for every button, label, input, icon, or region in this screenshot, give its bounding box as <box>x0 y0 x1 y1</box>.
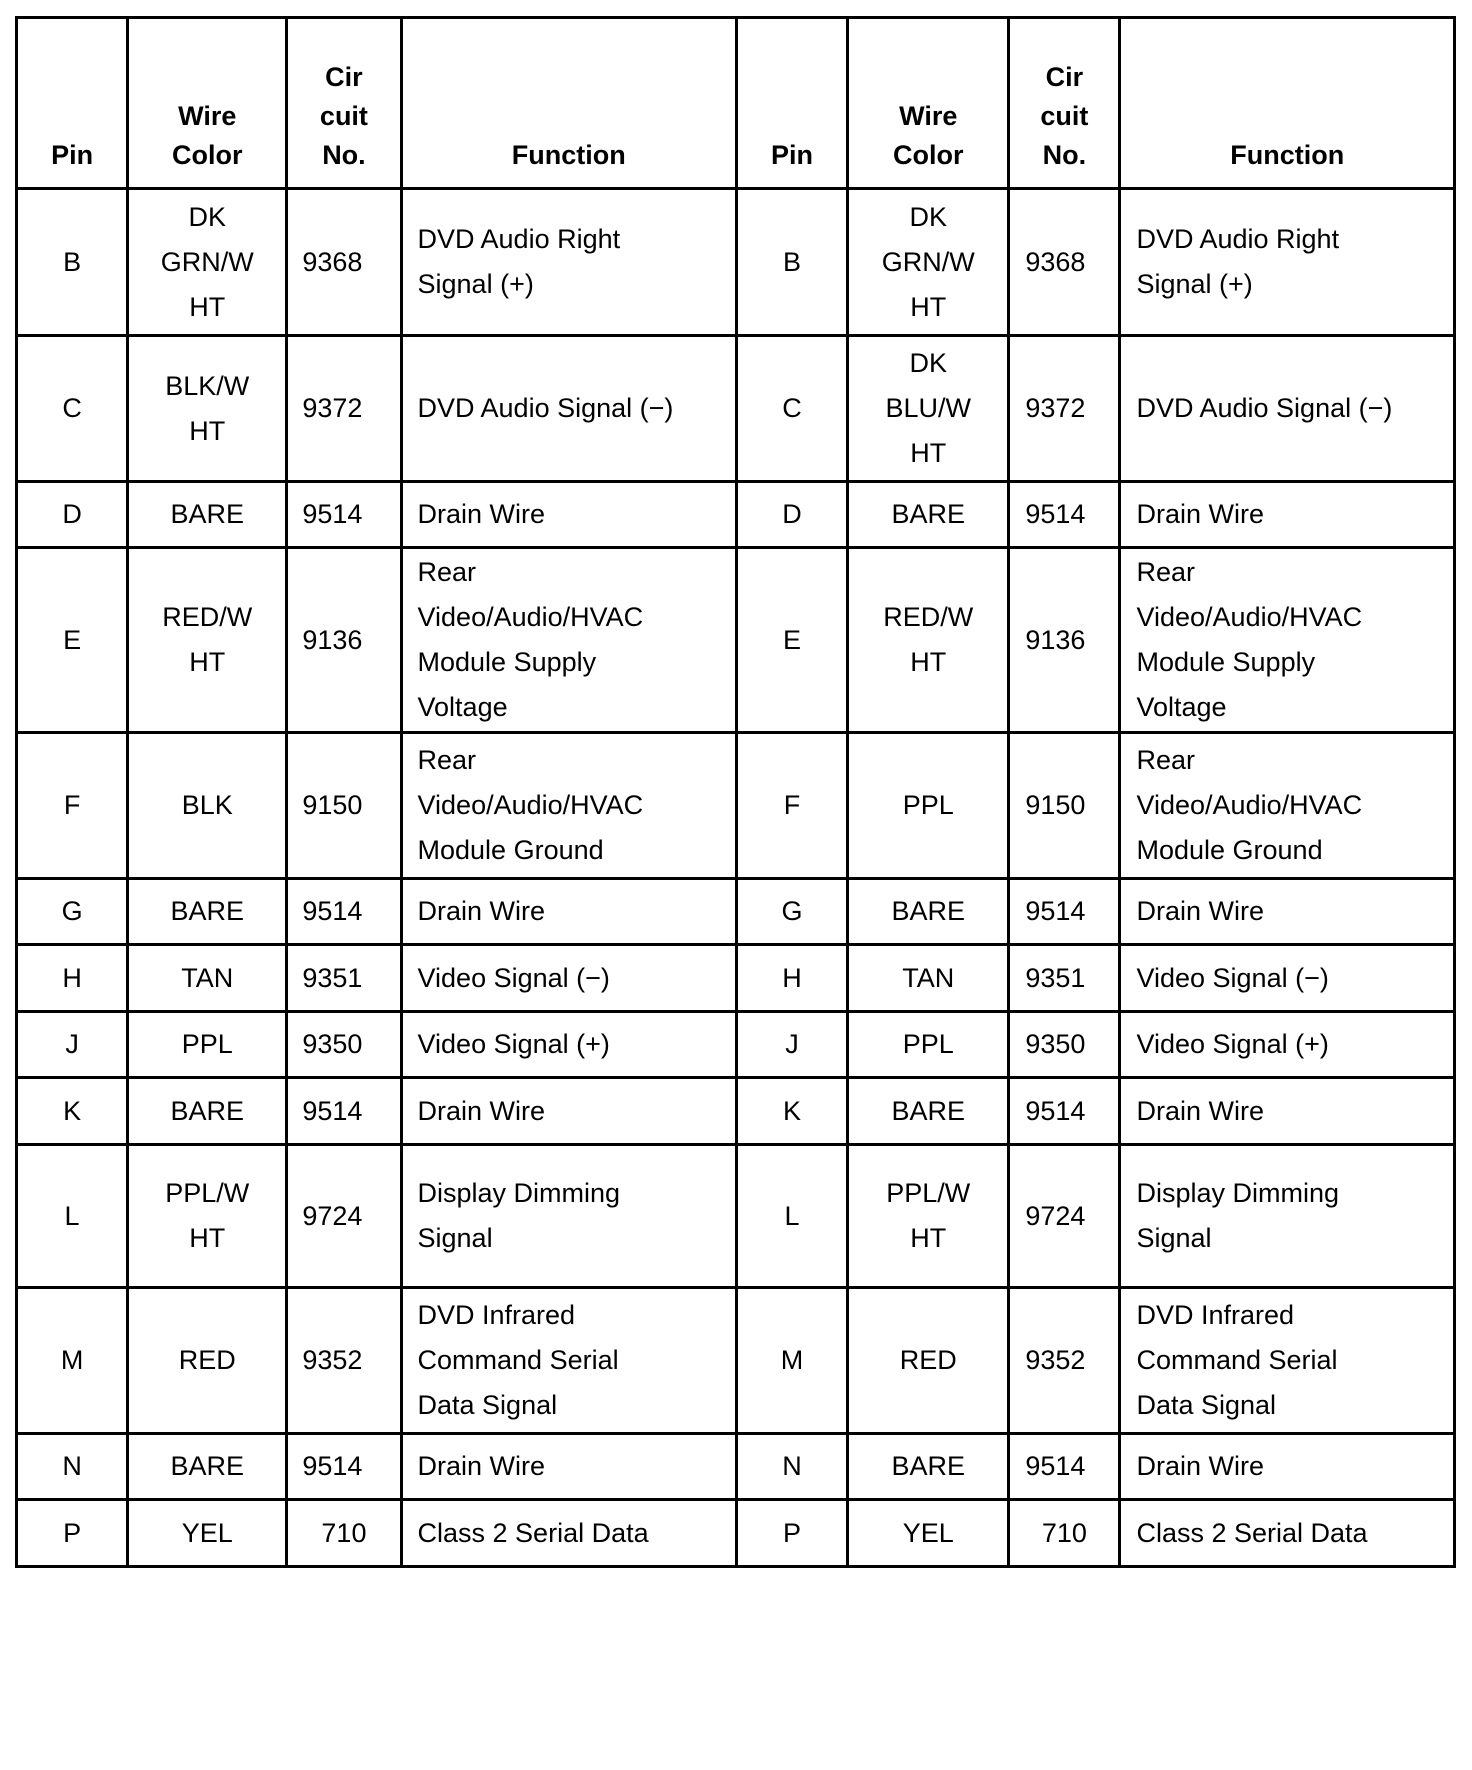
wire-color-cell <box>128 1078 287 1145</box>
circuit-number: 9368 <box>302 246 363 277</box>
function-line: Video/Audio/HVAC <box>417 602 644 632</box>
wire-color-cell <box>848 336 1009 482</box>
pin-label: E <box>783 624 802 655</box>
pin-label: K <box>783 1095 802 1126</box>
function-line: Video Signal (+) <box>1136 1029 1329 1059</box>
function-line: Drain Wire <box>1136 1451 1264 1481</box>
function-cell <box>1120 879 1455 945</box>
wire-color-line: BARE <box>170 1095 245 1126</box>
function-line: Drain Wire <box>417 1451 546 1481</box>
wire-color-line: DK <box>909 348 947 378</box>
header-circuit-no-right: Cir cuit No. <box>1009 18 1120 189</box>
circuit-number-cell <box>287 482 401 548</box>
header-circuit-no-left: Cir cuit No. <box>287 18 401 189</box>
wire-color-line: PPL/W <box>165 1178 250 1208</box>
circuit-number-cell <box>1009 1145 1120 1288</box>
circuit-number: 9350 <box>1025 1029 1086 1059</box>
pin-label: H <box>62 962 82 993</box>
wire-color-line: GRN/W <box>160 246 254 277</box>
function-line: Signal (+) <box>1136 269 1253 299</box>
function-line: Data Signal <box>1136 1390 1277 1420</box>
wire-color-cell <box>128 336 287 482</box>
function-cell <box>1120 1078 1455 1145</box>
circuit-number-cell <box>1009 548 1120 733</box>
circuit-number-cell <box>287 879 401 945</box>
circuit-number: 9150 <box>1025 790 1086 820</box>
function-cell <box>401 733 736 879</box>
pin-label: J <box>785 1029 799 1059</box>
wire-color-line: BARE <box>891 499 965 529</box>
function-line: Module Ground <box>1136 835 1323 865</box>
wire-color-line: PPL <box>902 1029 954 1059</box>
circuit-number-cell <box>1009 336 1120 482</box>
pin-cell <box>736 945 847 1012</box>
pin-cell <box>17 879 128 945</box>
wire-color-cell <box>128 189 287 336</box>
pin-cell <box>17 1145 128 1288</box>
circuit-number: 9514 <box>302 499 363 529</box>
function-cell <box>401 945 736 1012</box>
wire-color-line: PPL <box>902 790 954 820</box>
wire-color-line: HT <box>910 291 947 322</box>
pin-cell <box>736 733 847 879</box>
pin-cell <box>736 1012 847 1078</box>
circuit-number-cell <box>1009 1012 1120 1078</box>
wire-color-cell <box>128 733 287 879</box>
table-row <box>17 1078 1455 1145</box>
wire-color-line: PPL/W <box>886 1178 971 1208</box>
pin-cell <box>17 189 128 336</box>
circuit-number-cell <box>287 945 401 1012</box>
function-line: Command Serial <box>1136 1345 1338 1375</box>
function-cell <box>401 1434 736 1500</box>
circuit-number-cell <box>287 548 401 733</box>
function-line: Drain Wire <box>417 1095 546 1126</box>
circuit-number-cell <box>287 1078 401 1145</box>
circuit-number: 710 <box>321 1517 367 1548</box>
circuit-number: 9351 <box>302 962 363 993</box>
circuit-number-cell <box>1009 1434 1120 1500</box>
function-line: Class 2 Serial Data <box>1136 1517 1368 1548</box>
circuit-number: 9724 <box>1025 1200 1086 1231</box>
table-row <box>17 733 1455 879</box>
function-cell <box>401 1078 736 1145</box>
pin-cell <box>17 482 128 548</box>
table-row <box>17 1288 1455 1434</box>
function-cell <box>1120 482 1455 548</box>
wire-color-line: HT <box>189 1223 226 1253</box>
function-line: Display Dimming <box>1136 1178 1340 1208</box>
pin-cell <box>17 1012 128 1078</box>
wire-color-line: BLU/W <box>885 393 971 423</box>
function-cell <box>1120 548 1455 733</box>
circuit-number-cell <box>1009 482 1120 548</box>
function-line: DVD Infrared <box>1136 1300 1295 1330</box>
wire-color-cell <box>128 482 287 548</box>
pin-label: G <box>781 896 803 926</box>
wire-color-line: RED/W <box>883 602 974 632</box>
pin-label: L <box>64 1200 80 1231</box>
wire-color-cell <box>848 548 1009 733</box>
pin-label: K <box>63 1095 82 1126</box>
wire-color-cell <box>848 1434 1009 1500</box>
function-cell <box>401 336 736 482</box>
circuit-number-cell <box>287 733 401 879</box>
pin-cell <box>17 1434 128 1500</box>
wire-color-line: TAN <box>902 962 955 993</box>
pin-label: N <box>62 1451 82 1481</box>
circuit-number: 9514 <box>302 1451 363 1481</box>
table-row <box>17 1500 1455 1567</box>
function-line: Signal <box>417 1223 493 1253</box>
wire-color-line: HT <box>910 1223 947 1253</box>
table-row <box>17 945 1455 1012</box>
function-cell <box>1120 1500 1455 1567</box>
wire-color-cell <box>848 1500 1009 1567</box>
pin-label: D <box>782 499 802 529</box>
header-wire-color-right: Wire Color <box>848 18 1009 189</box>
function-line: DVD Audio Right <box>417 224 621 254</box>
circuit-number: 9514 <box>1025 896 1086 926</box>
function-line: DVD Audio Right <box>1136 224 1340 254</box>
header-row <box>17 18 1455 189</box>
function-line: Signal (+) <box>417 269 534 299</box>
wire-color-line: HT <box>189 291 226 322</box>
circuit-number-cell <box>1009 189 1120 336</box>
function-line: Drain Wire <box>1136 896 1264 926</box>
wire-color-line: BARE <box>891 1095 965 1126</box>
wire-color-cell <box>128 548 287 733</box>
function-line: Video Signal (−) <box>1136 962 1329 993</box>
pin-label: M <box>780 1345 804 1375</box>
function-line: Drain Wire <box>417 499 546 529</box>
function-cell <box>1120 1012 1455 1078</box>
circuit-number-cell <box>1009 879 1120 945</box>
circuit-number-cell <box>287 1012 401 1078</box>
circuit-number: 9372 <box>1025 393 1086 423</box>
wire-color-cell <box>128 1434 287 1500</box>
pin-cell <box>17 336 128 482</box>
wire-color-line: HT <box>910 647 947 677</box>
wire-color-cell <box>128 1500 287 1567</box>
circuit-number-cell <box>287 1434 401 1500</box>
wire-color-line: HT <box>189 415 226 446</box>
circuit-number: 9350 <box>302 1029 363 1059</box>
pin-label: H <box>782 962 802 993</box>
wire-color-line: RED/W <box>162 602 253 632</box>
function-line: Video/Audio/HVAC <box>417 790 644 820</box>
function-line: Drain Wire <box>417 896 546 926</box>
pinout-table <box>15 16 1456 1568</box>
wire-color-cell <box>128 1288 287 1434</box>
wire-color-cell <box>128 945 287 1012</box>
wire-color-cell <box>848 945 1009 1012</box>
pin-label: L <box>784 1200 800 1231</box>
function-line: Video Signal (−) <box>417 962 610 993</box>
function-line: Display Dimming <box>417 1178 621 1208</box>
function-line: Rear <box>1136 745 1195 775</box>
function-line: Class 2 Serial Data <box>417 1517 649 1548</box>
wire-color-line: BARE <box>170 1451 245 1481</box>
function-line: Video/Audio/HVAC <box>1136 790 1363 820</box>
pin-label: C <box>62 393 82 423</box>
wire-color-line: HT <box>189 647 226 677</box>
function-cell <box>1120 1145 1455 1288</box>
function-line: Rear <box>417 745 477 775</box>
wire-color-cell <box>848 1012 1009 1078</box>
pin-cell <box>17 1288 128 1434</box>
function-line: Video/Audio/HVAC <box>1136 602 1363 632</box>
circuit-number: 9136 <box>302 624 363 655</box>
wire-color-line: BARE <box>891 896 965 926</box>
pin-label: J <box>65 1029 79 1059</box>
function-cell <box>1120 336 1455 482</box>
pin-cell <box>17 548 128 733</box>
pin-cell <box>736 1434 847 1500</box>
wire-color-line: YEL <box>902 1517 954 1548</box>
pin-label: B <box>783 246 802 277</box>
table-row <box>17 189 1455 336</box>
pin-label: G <box>61 896 83 926</box>
table-row <box>17 482 1455 548</box>
function-cell <box>401 548 736 733</box>
function-cell <box>401 1012 736 1078</box>
pin-cell <box>736 336 847 482</box>
pin-label: P <box>63 1517 82 1548</box>
wire-color-line: HT <box>910 438 947 468</box>
function-cell <box>1120 189 1455 336</box>
circuit-number-cell <box>1009 945 1120 1012</box>
wire-color-cell <box>128 879 287 945</box>
pin-cell <box>736 482 847 548</box>
function-line: Module Supply <box>417 647 597 677</box>
function-cell <box>401 1145 736 1288</box>
function-cell <box>401 1500 736 1567</box>
wire-color-line: RED <box>899 1345 957 1375</box>
table-body <box>17 189 1455 1567</box>
function-line: Drain Wire <box>1136 499 1264 529</box>
circuit-number-cell <box>287 336 401 482</box>
pin-label: C <box>782 393 802 423</box>
function-line: Voltage <box>1136 692 1227 722</box>
function-cell <box>1120 733 1455 879</box>
pin-cell <box>736 1078 847 1145</box>
function-line: DVD Infrared <box>417 1300 576 1330</box>
wire-color-cell <box>848 879 1009 945</box>
circuit-number-cell <box>287 1288 401 1434</box>
circuit-number: 9724 <box>302 1200 363 1231</box>
table-row <box>17 548 1455 733</box>
circuit-number: 9352 <box>302 1345 363 1375</box>
function-cell <box>401 879 736 945</box>
header-function-right: Function <box>1120 18 1455 189</box>
circuit-number: 9136 <box>1025 624 1086 655</box>
circuit-number-cell <box>1009 733 1120 879</box>
pin-cell <box>736 879 847 945</box>
circuit-number: 9352 <box>1025 1345 1086 1375</box>
pin-label: M <box>60 1345 84 1375</box>
pin-cell <box>17 733 128 879</box>
pin-label: D <box>62 499 82 529</box>
function-cell <box>401 482 736 548</box>
function-cell <box>1120 945 1455 1012</box>
wire-color-line: BARE <box>170 896 245 926</box>
function-line: Data Signal <box>417 1390 558 1420</box>
table-row <box>17 1434 1455 1500</box>
pin-label: E <box>63 624 82 655</box>
wire-color-line: BLK/W <box>165 370 250 401</box>
wire-color-cell <box>848 1145 1009 1288</box>
circuit-number: 9514 <box>302 896 363 926</box>
function-line: Command Serial <box>417 1345 619 1375</box>
wire-color-cell <box>848 482 1009 548</box>
wire-color-line: DK <box>188 201 226 232</box>
function-cell <box>1120 1288 1455 1434</box>
function-line: DVD Audio Signal (−) <box>417 393 674 423</box>
pin-cell <box>17 1500 128 1567</box>
pin-cell <box>17 1078 128 1145</box>
wire-color-cell <box>848 733 1009 879</box>
table-row <box>17 1145 1455 1288</box>
function-line: Module Ground <box>417 835 604 865</box>
wire-color-cell <box>848 1078 1009 1145</box>
wire-color-cell <box>128 1145 287 1288</box>
circuit-number: 9368 <box>1025 246 1086 277</box>
circuit-number: 9150 <box>302 790 363 820</box>
header-function-left: Function <box>401 18 736 189</box>
function-line: Module Supply <box>1136 647 1316 677</box>
wire-color-line: BLK <box>181 790 233 820</box>
wire-color-line: PPL <box>181 1029 233 1059</box>
wire-color-cell <box>128 1012 287 1078</box>
pin-cell <box>17 945 128 1012</box>
wire-color-line: DK <box>909 201 947 232</box>
wire-color-line: RED <box>178 1345 236 1375</box>
pin-label: F <box>783 790 801 820</box>
function-line: Rear <box>417 557 477 587</box>
circuit-number-cell <box>1009 1288 1120 1434</box>
pin-cell <box>736 548 847 733</box>
circuit-number: 9514 <box>1025 1451 1086 1481</box>
wire-color-cell <box>848 1288 1009 1434</box>
table-row <box>17 336 1455 482</box>
circuit-number-cell <box>287 189 401 336</box>
wire-color-line: YEL <box>181 1517 233 1548</box>
circuit-number: 710 <box>1041 1517 1087 1548</box>
pin-cell <box>736 1288 847 1434</box>
wire-color-line: BARE <box>170 499 245 529</box>
header-pin-right: Pin <box>736 18 847 189</box>
function-line: Drain Wire <box>1136 1095 1264 1126</box>
pin-cell <box>736 189 847 336</box>
header-wire-color-left: Wire Color <box>128 18 287 189</box>
circuit-number-cell <box>1009 1500 1120 1567</box>
circuit-number: 9514 <box>302 1095 363 1126</box>
function-line: Voltage <box>417 692 508 722</box>
pin-label: F <box>63 790 81 820</box>
table-row <box>17 1012 1455 1078</box>
wire-color-line: TAN <box>181 962 234 993</box>
circuit-number: 9351 <box>1025 962 1086 993</box>
table-row <box>17 879 1455 945</box>
function-line: Rear <box>1136 557 1195 587</box>
circuit-number-cell <box>287 1500 401 1567</box>
header-pin-left: Pin <box>17 18 128 189</box>
circuit-number: 9514 <box>1025 1095 1086 1126</box>
function-line: DVD Audio Signal (−) <box>1136 393 1393 423</box>
wire-color-line: BARE <box>891 1451 965 1481</box>
wire-color-cell <box>848 189 1009 336</box>
wire-color-line: GRN/W <box>881 246 975 277</box>
function-cell <box>401 1288 736 1434</box>
pin-cell <box>736 1500 847 1567</box>
function-line: Video Signal (+) <box>417 1029 610 1059</box>
pin-label: N <box>782 1451 802 1481</box>
circuit-number: 9514 <box>1025 499 1086 529</box>
circuit-number-cell <box>1009 1078 1120 1145</box>
function-line: Signal <box>1136 1223 1212 1253</box>
pin-cell <box>736 1145 847 1288</box>
function-cell <box>1120 1434 1455 1500</box>
function-cell <box>401 189 736 336</box>
pin-label: P <box>783 1517 802 1548</box>
circuit-number: 9372 <box>302 393 363 423</box>
pin-label: B <box>63 246 82 277</box>
circuit-number-cell <box>287 1145 401 1288</box>
